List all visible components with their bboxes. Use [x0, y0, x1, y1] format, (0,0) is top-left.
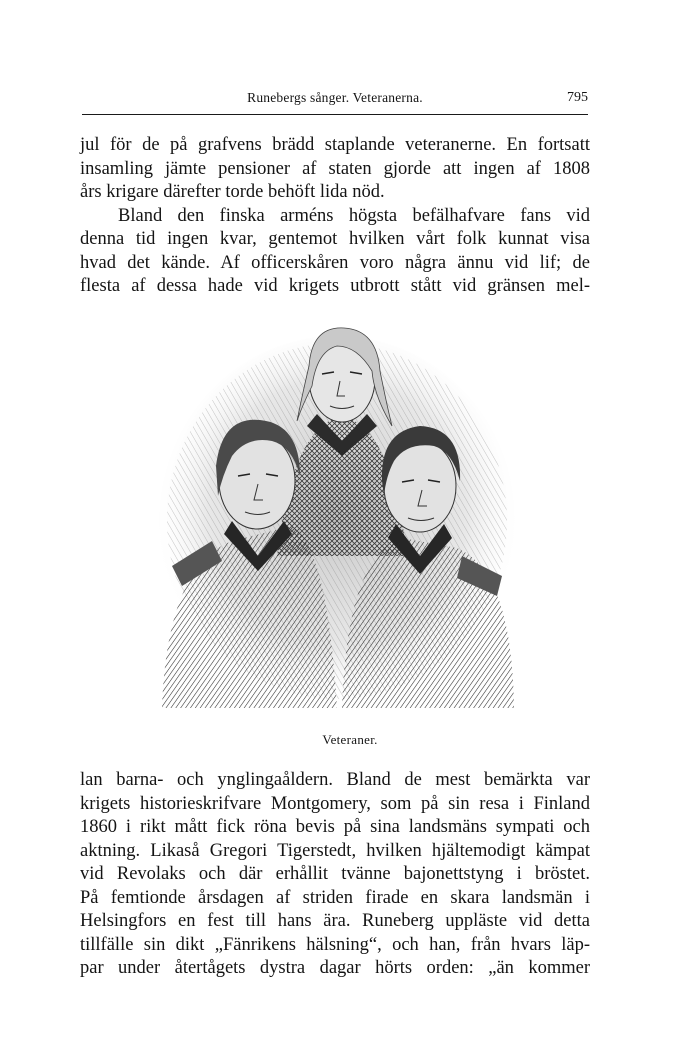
text-line: Bland den finska arméns högsta befälhafvare fans vid [118, 205, 590, 226]
text-line: denna tid ingen kvar, gentemot hvilken vårt folk kunnat visa [80, 229, 590, 249]
text-line: lan barna- och ynglingaåldern. Bland de mest bemärkta var [80, 770, 590, 790]
page-number: 795 [567, 90, 588, 105]
text-line: jul för de på grafvens brädd staplande veteranerne. En fortsatt [80, 135, 590, 155]
text-line: hvad det kände. Af officerskåren voro några ännu vid lif; de [80, 252, 590, 273]
text-line: par under återtågets dystra dagar hörts orden: „än kommer [80, 958, 590, 978]
text-line: Helsingfors en fest till hans ära. Runeberg uppläste vid detta [80, 911, 590, 931]
text-line: insamling jämte pensioner af staten gjorde att ingen af 1808 [80, 158, 590, 179]
text-line: På femtionde årsdagen af striden firade en skara landsmän i [80, 887, 590, 908]
text-line: tillfälle sin dikt „Fänrikens hälsning“, och han, från hvars läp- [80, 934, 590, 955]
paragraph-top [80, 134, 590, 299]
text-line: vid Revolaks och där erhållit tvänne bajonettstyng i bröstet. [80, 864, 590, 884]
text-line: flesta af dessa hade vid krigets utbrott stått vid gränsen mel- [80, 276, 590, 296]
paragraph-bottom [80, 769, 590, 981]
text-line: års krigare därefter torde behöft lida nöd. [80, 182, 385, 202]
running-title: Runebergs sånger. Veteranerna. [247, 90, 423, 105]
page-header [82, 90, 588, 115]
figure-caption: Veteraner. [322, 732, 378, 747]
text-line: 1860 i rikt mått fick röna bevis på sina landsmäns sympati och [80, 817, 590, 837]
veterans-engraving [152, 316, 522, 708]
text-line: krigets historieskrifvare Montgomery, som på sin resa i Finland [80, 793, 590, 814]
text-line: aktning. Likaså Gregori Tigerstedt, hvilken hjältemodigt kämpat [80, 840, 590, 861]
